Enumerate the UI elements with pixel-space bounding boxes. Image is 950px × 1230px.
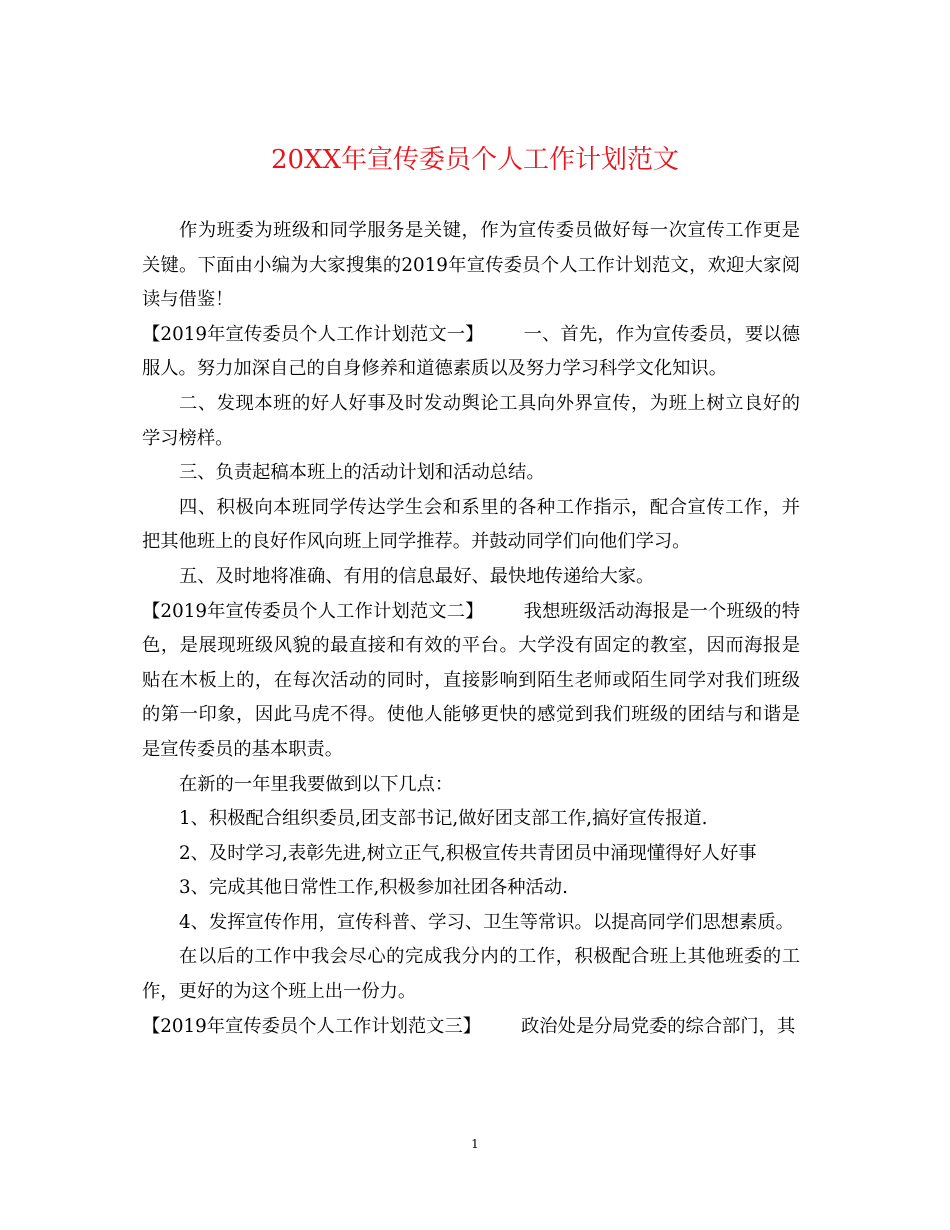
section-1-item: 三、负责起稿本班上的活动计划和活动总结。 [179, 462, 545, 484]
section-2-heading: 【2019年宣传委员个人工作计划范文二】 [142, 600, 484, 622]
section-3-paragraph [142, 1010, 800, 1045]
section-2-item: 2、及时学习,表彰先进,树立正气,积极宣传共青团员中涌现懂得好人好事 [179, 842, 757, 864]
section-1-item: 四、积极向本班同学传达学生会和系里的各种工作指示，配合宣传工作，并把其他班上的良好作风向班上同学推荐。并鼓动同学们向他们学习。 [142, 496, 800, 553]
section-1-heading: 【2019年宣传委员个人工作计划范文一】 [142, 323, 484, 345]
section-1-item: 五、及时地将准确、有用的信息最好、最快地传递给大家。 [179, 565, 655, 587]
section-3-heading: 【2019年宣传委员个人工作计划范文三】 [142, 1015, 482, 1037]
page-number: 1 [471, 1137, 479, 1151]
section-2-item: 4、发挥宣传作用，宣传科普、学习、卫生等常识。以提高同学们思想素质。 [179, 911, 794, 933]
section-3-text: 政治处是分局党委的综合部门，其 [521, 1015, 796, 1037]
section-2-item: 在新的一年里我要做到以下几点： [179, 773, 454, 795]
section-2-item: 3、完成其他日常性工作,积极参加社团各种活动. [179, 877, 568, 899]
section-2-item: 1、积极配合组织委员,团支部书记,做好团支部工作,搞好宣传报道. [179, 808, 708, 830]
document-body [142, 214, 800, 1044]
section-1-item: 二、发现本班的好人好事及时发动舆论工具向外界宣传，为班上树立良好的学习榜样。 [142, 392, 800, 449]
section-1-paragraph [142, 318, 800, 387]
section-2-item: 在以后的工作中我会尽心的完成我分内的工作，积极配合班上其他班委的工作，更好的为这个班上出一份力。 [142, 946, 800, 1003]
section-2-paragraph [142, 595, 800, 768]
intro-paragraph: 作为班委为班级和同学服务是关键，作为宣传委员做好每一次宣传工作更是关键。下面由小编为大家搜集的2019年宣传委员个人工作计划范文，欢迎大家阅读与借鉴！ [142, 220, 800, 311]
section-2-text: 我想班级活动海报是一个班级的特色，是展现班级风貌的最直接和有效的平台。大学没有固定的教室，因而海报是贴在木板上的，在每次活动的同时，直接影响到陌生老师或陌生同学对我们班级的第一印象，因此马虎不得。使他人能够更快的感觉到我们班级的团结与和谐是是宣传委员的基本职责。 [142, 600, 801, 760]
section-1-text: 一、首先，作为宣传委员，要以德服人。努力加深自己的自身修养和道德素质以及努力学习科学文化知识。 [142, 323, 801, 380]
document-title: 20XX年宣传委员个人工作计划范文 [270, 145, 680, 175]
